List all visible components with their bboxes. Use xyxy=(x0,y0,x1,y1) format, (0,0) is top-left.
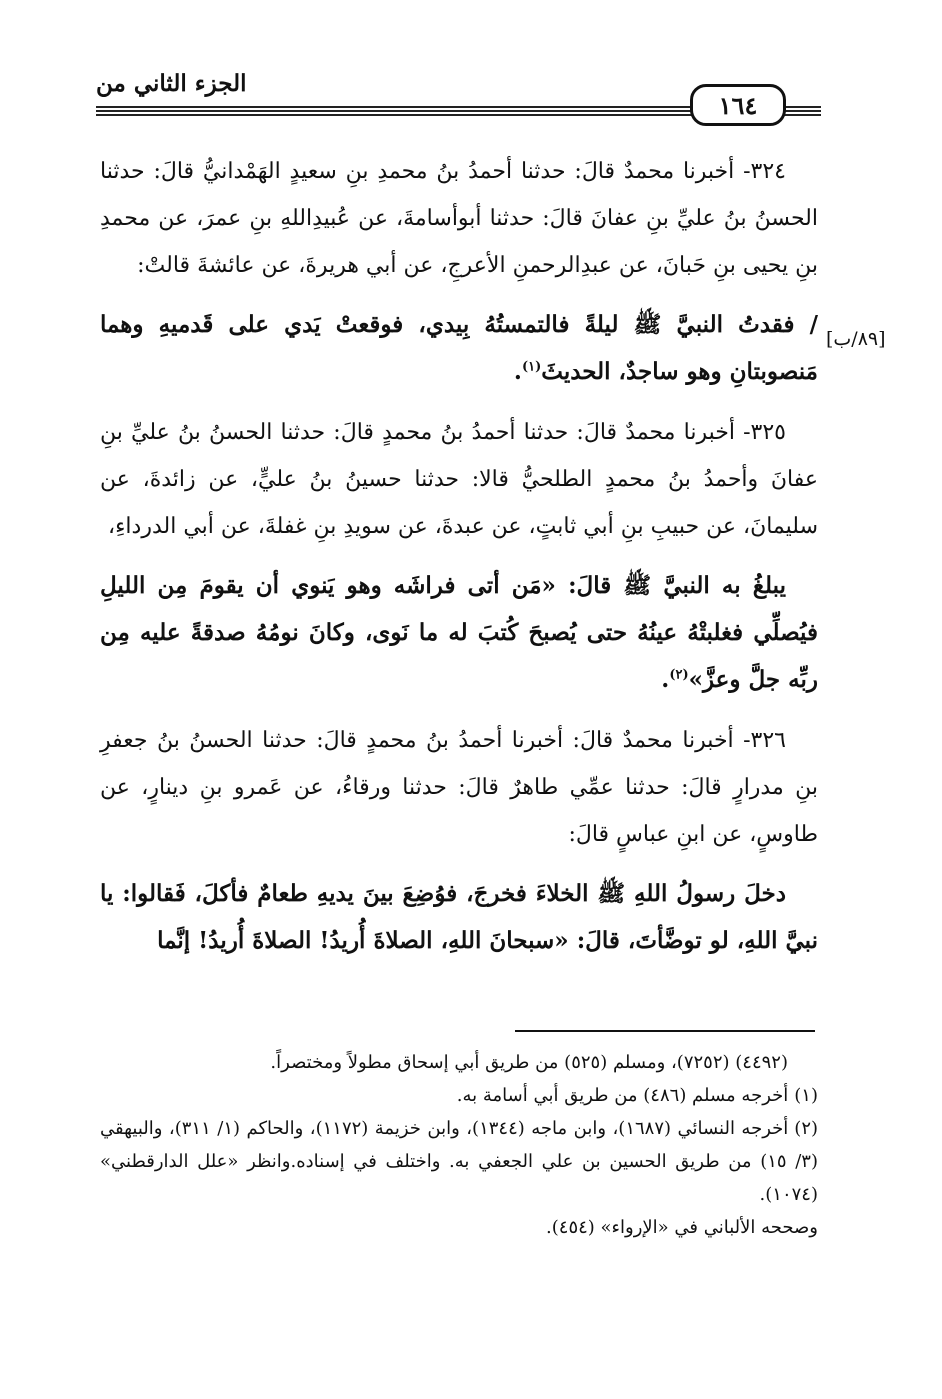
hadith-325-isnad: ٣٢٥- أخبرنا محمدٌ قالَ: حدثنا أحمدُ بنُ محمدٍ قالَ: حدثنا الحسنُ بنُ عليِّ بنِ عفانَ وأحمدُ بنُ محمدٍ الطلحيُّ قالا: حدثنا حسينُ بنُ عليٍّ، عن زائدةَ، عن سليمانَ، عن حبيبِ بنِ أبي ثابتٍ، عن عبدةَ، عن سويدِ بنِ غفلةَ، عن أبي الدرداءِ، xyxy=(100,420,818,539)
hadith-324-isnad: ٣٢٤- أخبرنا محمدٌ قالَ: حدثنا أحمدُ بنُ محمدِ بنِ سعيدٍ الهَمْدانيُّ قالَ: حدثنا الحسنُ بنُ عليِّ بنِ عفانَ قالَ: حدثنا أبوأسامةَ، عن عُبيدِاللهِ بنِ عمرَ، عن محمدِ بنِ يحيى بنِ حَبانَ، عن عبدِالرحمنِ الأعرجِ، عن أبي هريرةَ، عن عائشةَ قالتْ: xyxy=(100,159,818,278)
footnote-2-number: (٢) xyxy=(794,1118,819,1139)
footnote-2 xyxy=(100,1112,818,1211)
footnote-separator xyxy=(515,1030,815,1032)
footnote-2-extra: وصححه الألباني في «الإرواء» (٤٥٤). xyxy=(546,1217,818,1238)
hadith-324-text: / فقدتُ النبيَّ ﷺ ليلةً فالتمستُهُ بِيدي، فوقعتْ يَدي على قَدميهِ وهما مَنصوبتانِ وهو ساجدٌ، الحديثَ xyxy=(100,311,818,385)
footnotes xyxy=(100,1046,818,1244)
footnote-ref-2[interactable]: (٢) xyxy=(669,667,689,683)
hadith-324-end: . xyxy=(513,358,522,385)
footnote-1 xyxy=(100,1079,818,1112)
footnote-2-text: أخرجه النسائي (١٦٨٧)، وابن ماجه (١٣٤٤)، وابن خزيمة (١١٧٢)، والحاكم (١/ ٣١١)، والبيهقي (٣/ ١٥) من طريق الحسين بن علي الجعفي به. واختلف في إسناده.وانظر «علل الدارقطني» (١٠٧٤). xyxy=(100,1118,818,1205)
manuscript-folio-note: [٨٩/ب] xyxy=(826,328,886,350)
page-number: ١٦٤ xyxy=(690,84,786,126)
running-title: الجزء الثاني من xyxy=(96,70,247,97)
footnote-1-text: أخرجه مسلم (٤٨٦) من طريق أبي أسامة به. xyxy=(456,1085,789,1106)
hadith-325-text: يبلغُ به النبيَّ ﷺ قالَ: «مَن أتى فراشَه وهو يَنوي أن يقومَ مِن الليلِ فيُصلِّي فغلبتْهُ عينُهُ حتى يُصبحَ كُتبَ له ما نَوى، وكانَ نومُهُ صدقةً عليه مِن ربِّه جلَّ وعزَّ» xyxy=(100,572,818,693)
footnote-ref-1[interactable]: (١) xyxy=(521,359,542,375)
hadith-326-matn: دخلَ رسولُ اللهِ ﷺ الخلاءَ فخرجَ، فوُضِعَ بينَ يديهِ طعامٌ فأكلَ، فَقالوا: يا نبيَّ اللهِ، لو توضَّأتَ، قالَ: «سبحانَ اللهِ، الصلاةَ أُريدُ! الصلاةَ أُريدُ! إنَّما xyxy=(100,880,818,954)
main-text xyxy=(100,148,818,978)
hadith-326-isnad: ٣٢٦- أخبرنا محمدٌ قالَ: أخبرنا أحمدُ بنُ محمدٍ قالَ: حدثنا الحسنُ بنُ جعفرِ بنِ مدرارٍ قالَ: حدثنا عمِّي طاهرٌ قالَ: حدثنا ورقاءُ، عن عَمرو بنِ دينارٍ، عن طاوسٍ، عن ابنِ عباسٍ قالَ: xyxy=(100,728,818,847)
footnote-continued: (٤٤٩٢) (٧٢٥٢)، ومسلم (٥٢٥) من طريق أبي إسحاق مطولاً ومختصراً. xyxy=(270,1052,788,1073)
hadith-325-matn xyxy=(100,562,818,703)
hadith-324-matn xyxy=(100,301,818,395)
footnote-1-number: (١) xyxy=(794,1085,818,1106)
hadith-325-end: . xyxy=(661,666,670,693)
